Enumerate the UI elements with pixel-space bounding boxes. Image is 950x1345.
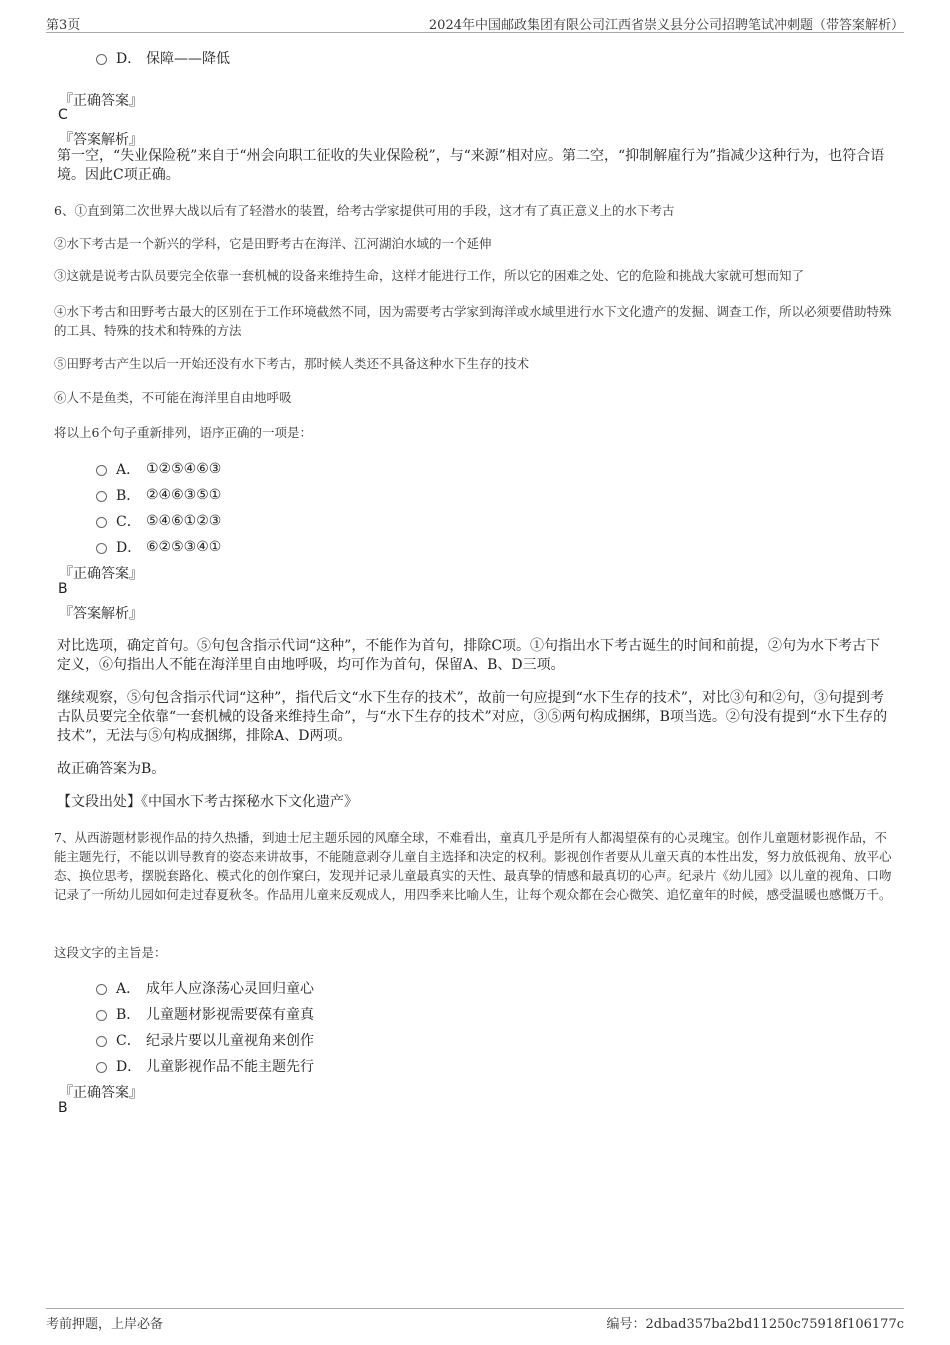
- q6-analysis-label: 『答案解析』: [59, 606, 143, 622]
- footer-divider: [46, 1308, 904, 1309]
- radio-icon[interactable]: [96, 1036, 107, 1047]
- option-text: 成年人应涤荡心灵回归童心: [146, 981, 314, 997]
- option-letter: C．: [116, 1033, 141, 1049]
- q6-answer: B: [58, 581, 68, 597]
- option-text: ⑥②⑤③④①: [146, 539, 222, 555]
- option-text: ②④⑥③⑤①: [146, 487, 222, 503]
- option-letter: D．: [116, 51, 142, 67]
- header-divider: [46, 32, 904, 33]
- q6-answer-label: 『正确答案』: [59, 566, 143, 582]
- q7-answer: B: [58, 1100, 68, 1116]
- q7-option-d[interactable]: [96, 1056, 314, 1076]
- q7-answer-label: 『正确答案』: [59, 1085, 143, 1101]
- radio-icon[interactable]: [96, 465, 107, 476]
- option-letter: B．: [116, 488, 141, 504]
- option-text: 儿童影视作品不能主题先行: [146, 1059, 314, 1075]
- option-text: 儿童题材影视需要葆有童真: [146, 1007, 314, 1023]
- q6-analysis-1: 对比选项，确定首句。⑤句包含指示代词“这种”，不能作为首句，排除C项。①句指出水下考古诞生的时间和前提，②句为水下考古下定义，⑥句指出人不能在海洋里自由地呼吸，均可作为首句，保留A、B、D三项。: [57, 638, 881, 673]
- q5-answer-label: 『正确答案』: [59, 93, 143, 109]
- q6-option-c[interactable]: [96, 511, 221, 531]
- radio-icon[interactable]: [96, 517, 107, 528]
- q6-analysis-2: 继续观察，⑤句包含指示代词“这种”，指代后文“水下生存的技术”，故前一句应提到“水下生存的技术”，对比③句和②句，③句提到考古队员要完全依靠“一套机械的设备来维持生命”，与“水下生存的技术”对应，③⑤两句构成捆绑，B项当选。②句没有提到“水下生存的技术”，无法与⑤句构成捆绑，排除A、D两项。: [57, 690, 888, 744]
- radio-icon[interactable]: [96, 54, 107, 65]
- option-text: 纪录片要以儿童视角来创作: [146, 1033, 314, 1049]
- q6-source: 【文段出处】《中国水下考古探秘水下文化遗产》: [57, 794, 358, 810]
- option-letter: A．: [116, 462, 141, 478]
- radio-icon[interactable]: [96, 1062, 107, 1073]
- q6-analysis-3: 故正确答案为B。: [57, 761, 166, 777]
- document-title: 2024年中国邮政集团有限公司江西省崇义县分公司招聘笔试冲刺题（带答案解析）: [428, 18, 904, 33]
- q5-option-d[interactable]: [96, 48, 230, 68]
- q6-sentence-4: ④水下考古和田野考古最大的区别在于工作环境截然不同，因为需要考古学家到海洋或水域里进行水下文化遗产的发掘、调查工作，所以必须要借助特殊的工具、特殊的技术和特殊的方法: [54, 304, 892, 338]
- option-letter: D．: [116, 540, 142, 556]
- q7-option-a[interactable]: [96, 978, 314, 998]
- option-letter: D．: [116, 1059, 142, 1075]
- q6-sentence-5: ⑤田野考古产生以后一开始还没有水下考古，那时候人类还不具备这种水下生存的技术: [54, 356, 530, 371]
- q5-analysis-label: 『答案解析』: [59, 132, 143, 148]
- q7-prompt: 这段文字的主旨是：: [54, 945, 167, 960]
- q6-sentence-1: 6、①直到第二次世界大战以后有了轻潜水的装置，给考古学家提供可用的手段，这才有了真正意义上的水下考古: [54, 203, 675, 218]
- q6-option-d[interactable]: [96, 537, 221, 557]
- radio-icon[interactable]: [96, 491, 107, 502]
- radio-icon[interactable]: [96, 543, 107, 554]
- q7-option-b[interactable]: [96, 1004, 314, 1024]
- option-text: 保障——降低: [146, 51, 230, 67]
- q6-option-a[interactable]: [96, 459, 221, 479]
- option-letter: C．: [116, 514, 141, 530]
- option-text: ⑤④⑥①②③: [146, 513, 222, 529]
- q6-sentence-2: ②水下考古是一个新兴的学科，它是田野考古在海洋、江河湖泊水域的一个延伸: [54, 236, 492, 251]
- q6-sentence-6: ⑥人不是鱼类，不可能在海洋里自由地呼吸: [54, 390, 292, 405]
- document-code: 编号：2dbad357ba2bd11250c75918f106177c: [606, 1317, 904, 1332]
- option-text: ①②⑤④⑥③: [146, 461, 222, 477]
- option-letter: B．: [116, 1007, 141, 1023]
- q5-analysis: 第一空，“失业保险税”来自于“州会向职工征收的失业保险税”，与“来源”相对应。第二空，“抑制解雇行为”指减少这种行为，也符合语境。因此C项正确。: [57, 148, 885, 183]
- radio-icon[interactable]: [96, 984, 107, 995]
- radio-icon[interactable]: [96, 1010, 107, 1021]
- q6-option-b[interactable]: [96, 485, 221, 505]
- option-letter: A．: [116, 981, 141, 997]
- q6-prompt: 将以上6个句子重新排列，语序正确的一项是：: [54, 425, 312, 440]
- q7-option-c[interactable]: [96, 1030, 314, 1050]
- q5-answer: C: [58, 107, 68, 123]
- q6-sentence-3: ③这就是说考古队员要完全依靠一套机械的设备来维持生命，这样才能进行工作，所以它的困难之处、它的危险和挑战大家就可想而知了: [54, 268, 805, 283]
- q7-passage: 7、从西游题材影视作品的持久热播，到迪士尼主题乐园的风靡全球，不难看出，童真几乎是所有人都渴望葆有的心灵瑰宝。创作儿童题材影视作品，不能主题先行，不能以训导教育的姿态来讲故事，不能随意剥夺儿童自主选择和决定的权利。影视创作者要从儿童天真的本性出发，努力放低视角、放平心态、换位思考，摆脱套路化、模式化的创作窠臼，发现并记录儿童最真实的天性、最真挚的情感和最真切的心声。纪录片《幼儿园》以儿童的视角、口吻记录了一所幼儿园如何走过春夏秋冬。作品用儿童来反观成人，用四季来比喻人生，让每个观众都在会心微笑、追忆童年的时候，感受温暖也感慨万千。: [54, 830, 892, 902]
- footer-slogan: 考前押题，上岸必备: [46, 1317, 164, 1332]
- page-number: 第3页: [46, 18, 81, 33]
